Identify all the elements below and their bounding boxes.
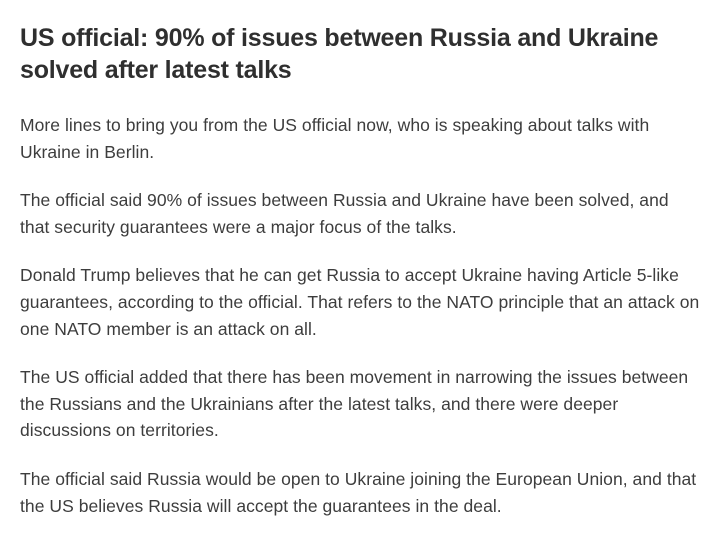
page-title: US official: 90% of issues between Russia and Ukraine solved after latest talks <box>20 24 659 84</box>
article-paragraph: More lines to bring you from the US official now, who is speaking about talks with Ukraine in Berlin. <box>20 115 650 162</box>
article-paragraph: Donald Trump believes that he can get Russia to accept Ukraine having Article 5-like guarantees, according to the official. That refers to the NATO principle that an attack on one NATO member is an attack on all. <box>20 265 700 339</box>
article-paragraph: The official said Russia would be open to Ukraine joining the European Union, and that the US believes Russia will accept the guarantees in the deal. <box>20 468 697 516</box>
article-paragraph: The US official added that there has been movement in narrowing the issues between the Russians and the Ukrainians after the latest talks, and there were deeper discussions on territories. <box>20 367 689 441</box>
article-paragraph: The official said 90% of issues between Russia and Ukraine have been solved, and that security guarantees were a major focus of the talks. <box>20 190 669 237</box>
article-body <box>20 112 702 519</box>
